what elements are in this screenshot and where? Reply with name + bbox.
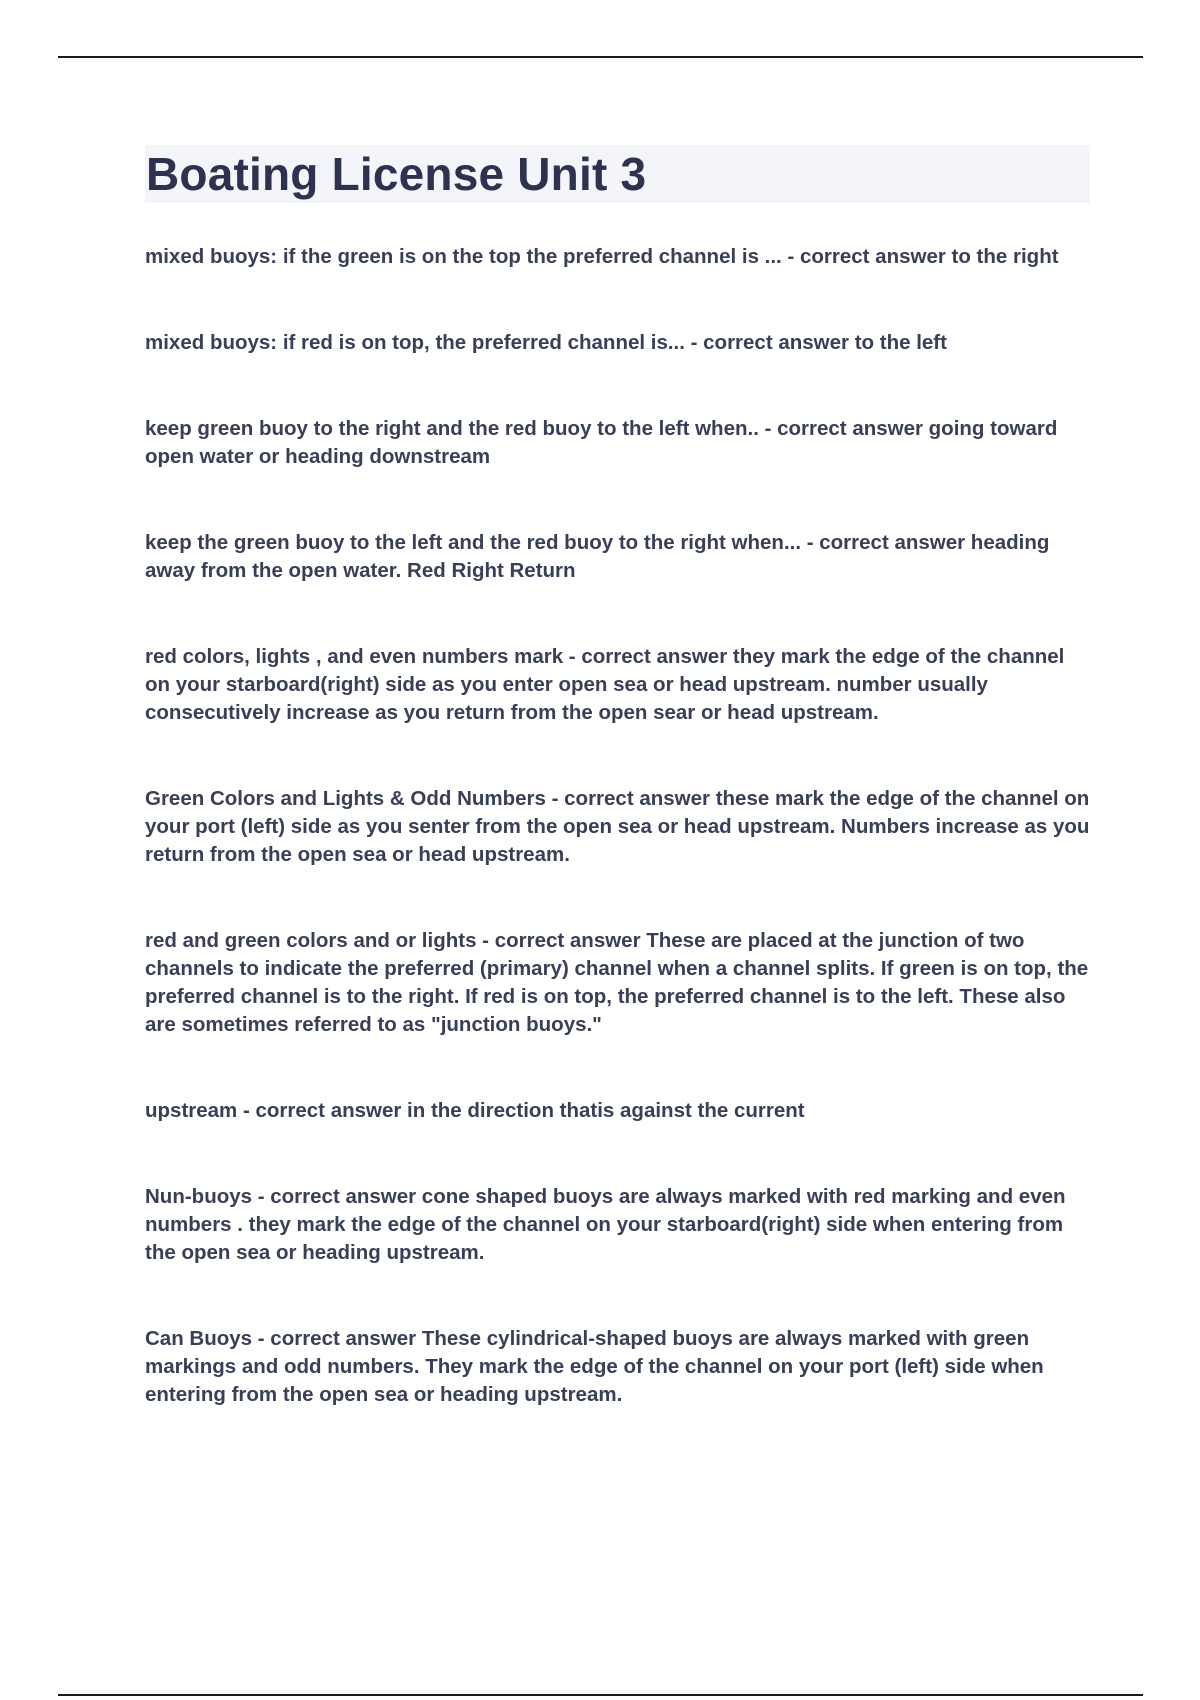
flashcard-text: upstream - correct answer in the direction thatis against the current <box>145 1099 805 1122</box>
flashcard-list <box>145 243 1090 1409</box>
top-divider <box>58 56 1143 58</box>
title-band <box>145 145 1090 203</box>
page-title: Boating License Unit 3 <box>146 148 647 200</box>
flashcard-text: mixed buoys: if the green is on the top the preferred channel is ... - correct answer to the right <box>145 245 1059 268</box>
flashcard-text: Can Buoys - correct answer These cylindrical-shaped buoys are always marked with green markings and odd numbers. They mark the edge of the channel on your port (left) side when entering from the open sea or heading upstream. <box>145 1327 1044 1406</box>
flashcard-text: Nun-buoys - correct answer cone shaped buoys are always marked with red marking and even numbers . they mark the edge of the channel on your starboard(right) side when entering from the open sea or heading upstream. <box>145 1185 1066 1264</box>
bottom-divider <box>58 1694 1143 1696</box>
flashcard-text: red and green colors and or lights - correct answer These are placed at the junction of two channels to indicate the preferred (primary) channel when a channel splits. If green is on top, the preferred channel is to the right. If red is on top, the preferred channel is to the left. These also are sometimes referred to as "junction buoys." <box>145 929 1089 1036</box>
document-body <box>145 145 1090 1467</box>
flashcard-text: red colors, lights , and even numbers mark - correct answer they mark the edge of the channel on your starboard(right) side as you enter open sea or head upstream. number usually consecutively increase as you return from the open sear or head upstream. <box>145 645 1065 724</box>
flashcard-text: mixed buoys: if red is on top, the preferred channel is... - correct answer to the left <box>145 331 947 354</box>
flashcard-text: keep green buoy to the right and the red buoy to the left when.. - correct answer going toward open water or heading downstream <box>145 417 1058 468</box>
flashcard-text: keep the green buoy to the left and the red buoy to the right when... - correct answer heading away from the open water. Red Right Return <box>145 531 1050 582</box>
flashcard-text: Green Colors and Lights & Odd Numbers - correct answer these mark the edge of the channel on your port (left) side as you senter from the open sea or head upstream. Numbers increase as you return from the open sea or head upstream. <box>145 787 1090 866</box>
